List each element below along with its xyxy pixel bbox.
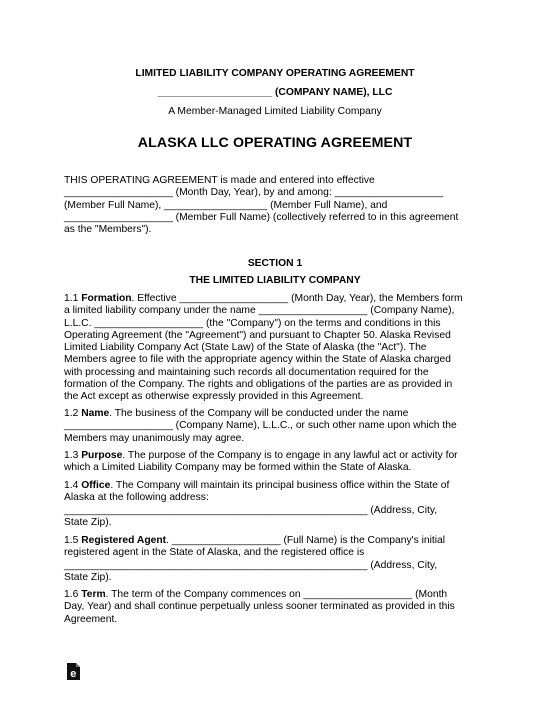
clause-line: Agreement. bbox=[64, 613, 118, 625]
clause-label: Registered Agent bbox=[81, 535, 167, 546]
intro-line: ___________________ (Member Full Name) (collectively referred to in this agreement bbox=[64, 211, 459, 223]
clause-first-line bbox=[64, 535, 504, 547]
clause-formation bbox=[64, 293, 504, 404]
clause-line: with processing and maintaining such records all documentation required for the bbox=[64, 366, 429, 378]
document-title: ALASKA LLC OPERATING AGREEMENT bbox=[137, 135, 413, 151]
intro-line: as the "Members"). bbox=[64, 224, 152, 236]
clause-office bbox=[64, 480, 504, 529]
clause-line: Day, Year) and shall continue perpetually unless sooner terminated as provided in this bbox=[64, 601, 455, 613]
clause-label: Office bbox=[81, 480, 111, 491]
clause-line: State Zip). bbox=[64, 571, 112, 583]
clause-first-line bbox=[64, 293, 504, 305]
clause-first-line bbox=[64, 408, 504, 420]
clause-line: _____________________________________________________ (Address, City, bbox=[64, 504, 438, 516]
svg-text:e: e bbox=[70, 668, 77, 680]
header-company-name: ____________________ (COMPANY NAME), LLC bbox=[157, 87, 393, 98]
intro-paragraph bbox=[64, 175, 504, 236]
clause-name bbox=[64, 408, 504, 445]
clause-line: State Zip). bbox=[64, 516, 112, 528]
section-number: SECTION 1 bbox=[247, 258, 303, 269]
clause-text: . Effective ___________________ (Month Day, Year), the Members form bbox=[131, 293, 463, 304]
clause-line: Alaska at the following address: bbox=[64, 492, 209, 504]
clause-label: Term bbox=[81, 589, 106, 600]
clause-text: . The term of the Company commences on ___________________ (Month bbox=[105, 589, 448, 600]
clause-number: 1.4 bbox=[64, 480, 82, 491]
clause-number: 1.3 bbox=[64, 450, 82, 461]
clause-registered-agent bbox=[64, 535, 504, 584]
clause-text: . The Company will maintain its principal business office within the State of bbox=[110, 480, 450, 491]
clause-label: Formation bbox=[81, 293, 132, 304]
clause-number: 1.2 bbox=[64, 408, 82, 419]
clause-term bbox=[64, 589, 504, 626]
section-heading: THE LIMITED LIABILITY COMPANY bbox=[189, 275, 361, 286]
clause-first-line bbox=[64, 480, 504, 492]
clause-number: 1.1 bbox=[64, 293, 82, 304]
clause-number: 1.6 bbox=[64, 589, 82, 600]
clause-line: ___________________ (Company Name), L.L.C., or such other name upon which the bbox=[64, 420, 457, 432]
clause-purpose bbox=[64, 450, 504, 475]
clause-label: Purpose bbox=[81, 450, 123, 461]
clause-line: the Act except as otherwise expressly provided in this Agreement. bbox=[64, 391, 364, 403]
clause-line: Members agree to file with the appropriate agency within the State of Alaska charged bbox=[64, 354, 451, 366]
intro-line: ___________________ (Month Day, Year), by and among: ___________________ bbox=[64, 187, 444, 199]
header-subtitle: A Member-Managed Limited Liability Company bbox=[168, 106, 382, 117]
clause-line: L.L.C. ___________________ (the "Company") on the terms and conditions in this bbox=[64, 317, 441, 329]
clause-text: . ___________________ (Full Name) is the Company's initial bbox=[166, 535, 446, 546]
clause-line: registered agent in the State of Alaska, and the registered office is bbox=[64, 547, 365, 559]
clause-line: formation of the Company. The rights and obligations of the parties are as provided in bbox=[64, 379, 453, 391]
clause-first-line bbox=[64, 450, 504, 462]
clause-line: Operating Agreement (the "Agreement") and pursuant to Chapter 50. Alaska Revised bbox=[64, 329, 451, 341]
intro-line: THIS OPERATING AGREEMENT is made and entered into effective bbox=[64, 175, 375, 186]
clause-first-line bbox=[64, 589, 504, 601]
clause-label: Name bbox=[81, 408, 110, 419]
header-agreement-type: LIMITED LIABILITY COMPANY OPERATING AGREEMENT bbox=[135, 68, 415, 79]
clause-line: a limited liability company under the name ___________________ (Company Name), bbox=[64, 305, 455, 317]
clause-text: . The business of the Company will be conducted under the name bbox=[109, 408, 409, 419]
eforms-logo-icon bbox=[66, 663, 81, 680]
clause-line: which a Limited Liability Company may be formed within the State of Alaska. bbox=[64, 462, 412, 474]
intro-line: (Member Full Name), __________________ (Member Full Name), and bbox=[64, 199, 388, 211]
clause-line: Limited Liability Company Act (State Law) of the State of Alaska (the "Act"). The bbox=[64, 342, 427, 354]
clause-line: _____________________________________________________ (Address, City, bbox=[64, 559, 438, 571]
clause-number: 1.5 bbox=[64, 535, 82, 546]
clause-line: Members may unanimously may agree. bbox=[64, 432, 245, 444]
clause-text: . The purpose of the Company is to engage in any lawful act or activity for bbox=[122, 450, 458, 461]
